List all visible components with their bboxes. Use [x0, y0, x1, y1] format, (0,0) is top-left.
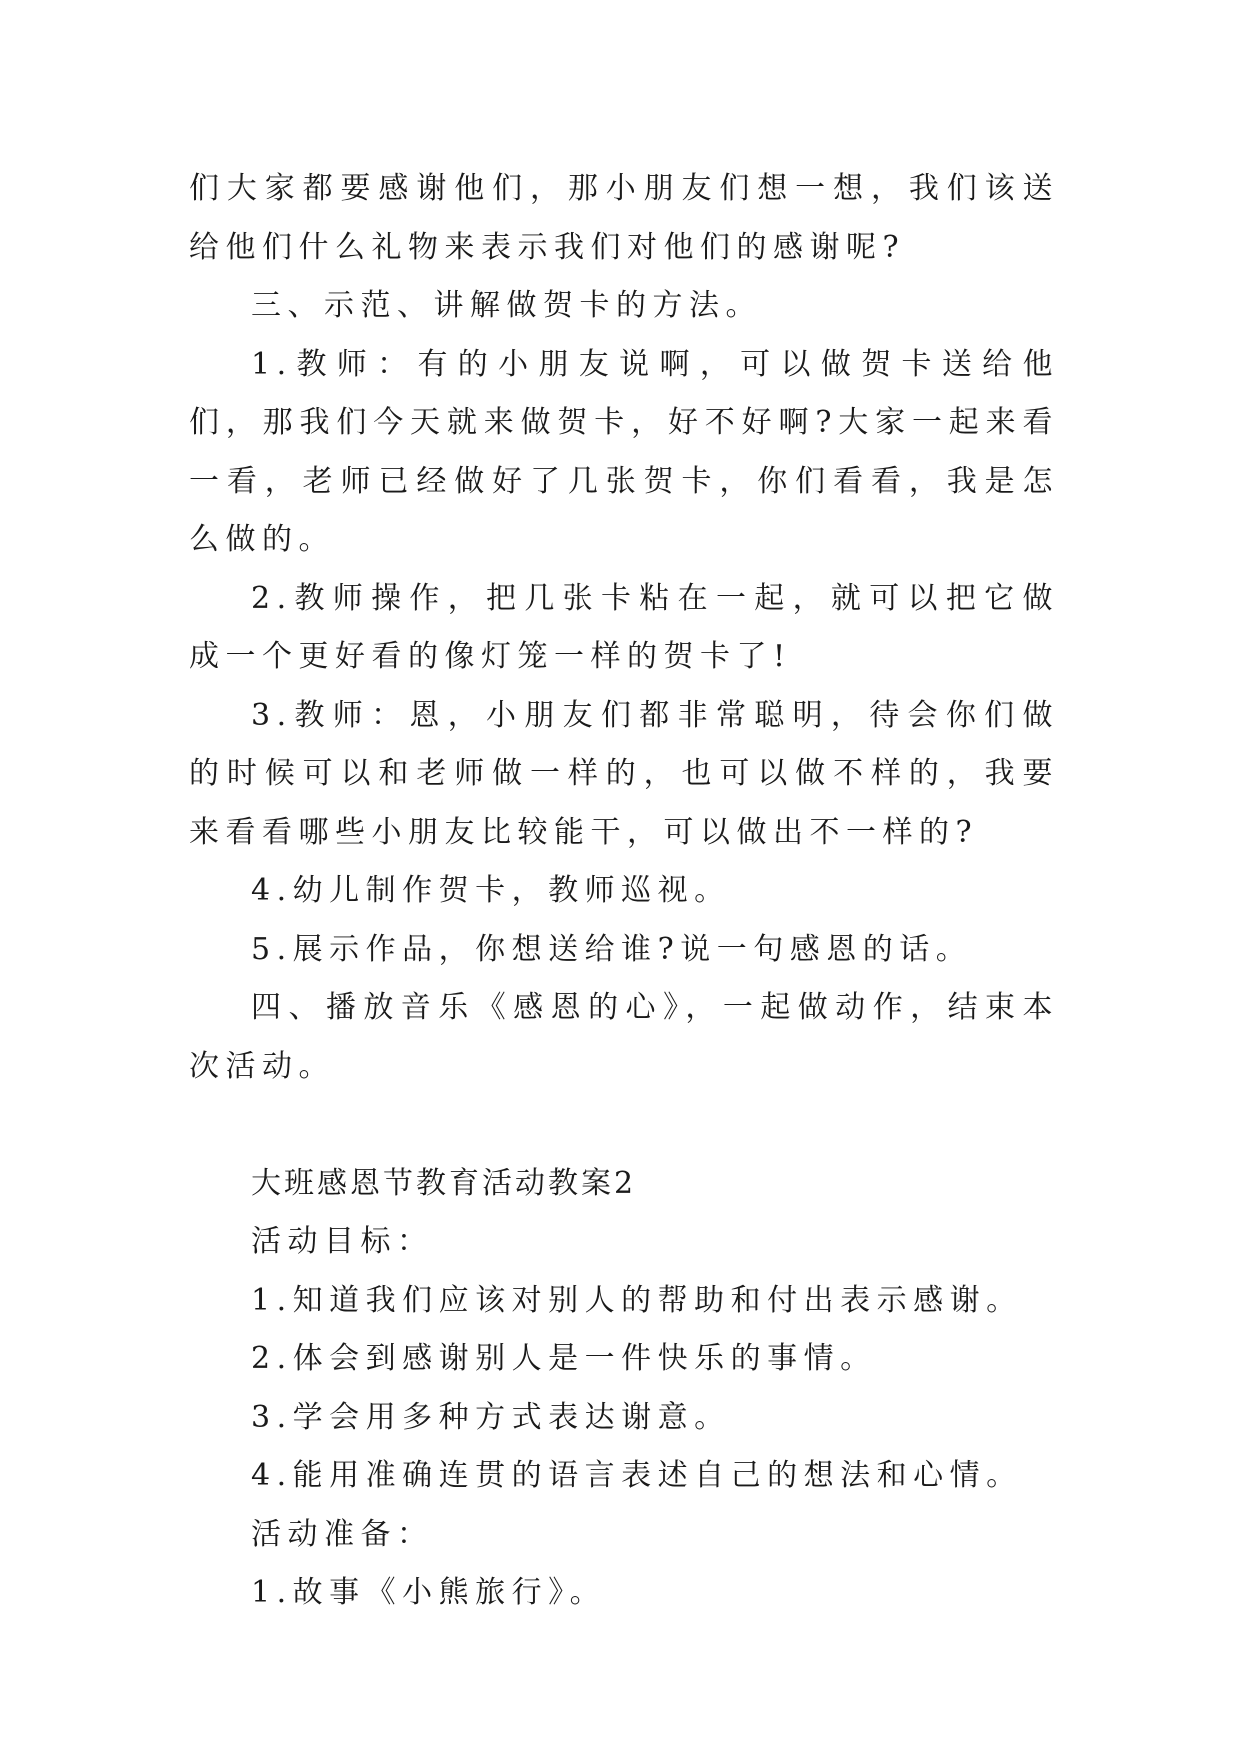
- document-body: [189, 160, 1059, 1623]
- section-title: 大班感恩节教育活动教案2: [251, 1165, 637, 1201]
- paragraph: 活动准备：: [251, 1516, 434, 1552]
- blank-line: [189, 1096, 1059, 1155]
- paragraph: 1.知道我们应该对别人的帮助和付出表示感谢。: [251, 1282, 1023, 1318]
- paragraph: 活动目标：: [251, 1224, 434, 1259]
- paragraph: 四、播放音乐《感恩的心》，一起做动作，结束本次活动。: [189, 990, 1059, 1084]
- paragraph: 们大家都要感谢他们，那小朋友们想一想，我们该送给他们什么礼物来表示我们对他们的感谢呢?: [189, 171, 1059, 265]
- paragraph: 2.教师操作，把几张卡粘在一起，就可以把它做成一个更好看的像灯笼一样的贺卡了!: [189, 580, 1059, 674]
- paragraph: 2.体会到感谢别人是一件快乐的事情。: [251, 1341, 877, 1376]
- paragraph: 1.教师：有的小朋友说啊，可以做贺卡送给他们，那我们今天就来做贺卡，好不好啊?大家一起来看一看，老师已经做好了几张贺卡，你们看看，我是怎么做的。: [189, 346, 1059, 557]
- paragraph: 三、示范、讲解做贺卡的方法。: [251, 288, 762, 323]
- paragraph: 4.幼儿制作贺卡，教师巡视。: [251, 873, 731, 908]
- paragraph: 3.学会用多种方式表达谢意。: [251, 1399, 731, 1435]
- paragraph: 5.展示作品，你想送给谁?说一句感恩的话。: [251, 931, 973, 967]
- paragraph: 3.教师：恩，小朋友们都非常聪明，待会你们做的时候可以和老师做一样的，也可以做不样的，我要来看看哪些小朋友比较能干，可以做出不一样的?: [189, 697, 1059, 850]
- paragraph: 1.故事《小熊旅行》。: [251, 1575, 607, 1610]
- paragraph: 4.能用准确连贯的语言表述自己的想法和心情。: [251, 1458, 1023, 1493]
